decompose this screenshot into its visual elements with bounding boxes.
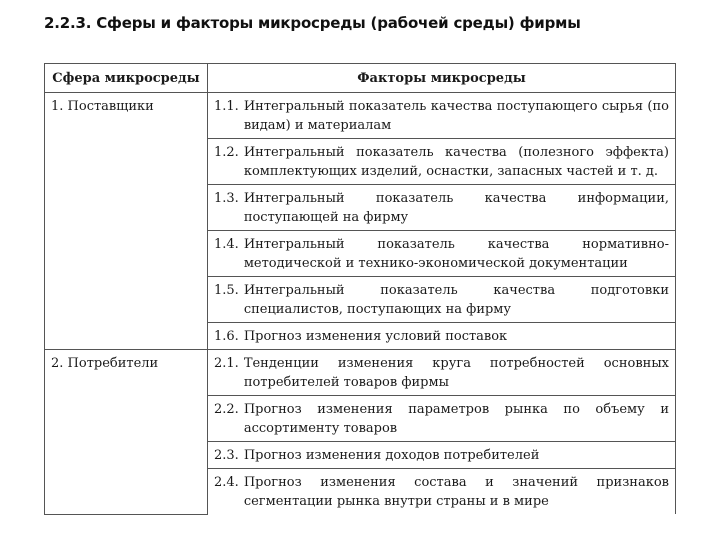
factor-cell [208,185,676,231]
factor-text: Интегральный показатель качества (полезного эффекта) комплектующих изделий, оснастки, запасных частей и т. д. [243,145,669,179]
factor-cell [208,442,676,469]
header-factors: Факторы микросреды [208,64,676,93]
factor-number: 2.3. [214,448,239,463]
factor-cell [208,139,676,185]
factor-cell [208,469,676,515]
factor-cell [208,350,676,396]
page-title: 2.2.3. Сферы и факторы микросреды (рабочей среды) фирмы [44,14,581,32]
factor-text: Прогноз изменения доходов потребителей [243,448,540,463]
factor-text: Прогноз изменения условий поставок [243,329,508,344]
factor-text: Тенденции изменения круга потребностей основных потребителей товаров фирмы [243,356,669,390]
factor-number: 2.1. [214,356,239,371]
factor-number: 1.4. [214,237,239,252]
factor-text: Интегральный показатель качества нормативно-методической и технико-экономической документации [243,237,669,271]
factor-cell [208,277,676,323]
factor-number: 1.3. [214,191,239,206]
factor-cell [208,231,676,277]
header-sphere: Сфера микросреды [45,64,208,93]
factor-text: Интегральный показатель качества подготовки специалистов, поступающих на фирму [243,283,669,317]
factor-number: 2.2. [214,402,239,417]
factor-number: 1.6. [214,329,239,344]
factor-cell [208,93,676,139]
factor-number: 1.1. [214,99,239,114]
factor-text: Прогноз изменения состава и значений признаков сегментации рынка внутри страны и в мире [243,475,669,509]
factor-text: Интегральный показатель качества информации, поступающей на фирму [243,191,669,225]
table-row [45,93,676,139]
factor-text: Интегральный показатель качества поступающего сырья (по видам) и материалам [243,99,669,133]
factor-number: 2.4. [214,475,239,490]
factor-number: 1.2. [214,145,239,160]
sphere-cell-consumers: 2. Потребители [45,350,208,515]
factor-cell [208,396,676,442]
sphere-cell-suppliers: 1. Поставщики [45,93,208,350]
factor-cell [208,323,676,350]
factors-table [44,63,676,515]
table-header-row [45,64,676,93]
factor-text: Прогноз изменения параметров рынка по объему и ассортименту товаров [243,402,669,436]
table-row [45,350,676,396]
factor-number: 1.5. [214,283,239,298]
